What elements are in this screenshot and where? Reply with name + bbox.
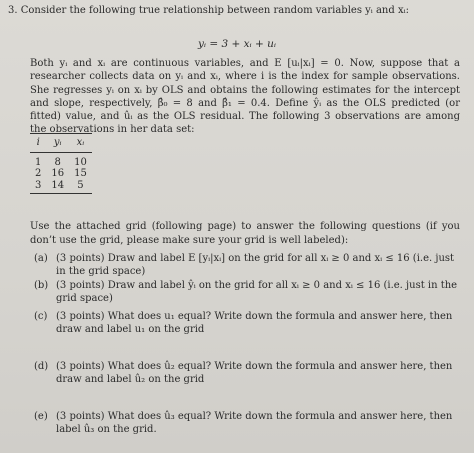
table-row (30, 152, 92, 168)
col-header-i: i (30, 134, 46, 153)
true-model-equation: yᵢ = 3 + xᵢ + uᵢ (197, 38, 277, 50)
part-label: (a) (34, 253, 48, 264)
observations-table (30, 133, 92, 194)
part-text: (3 points) Draw and label E [yᵢ|xᵢ] on the grid for all xᵢ ≥ 0 and xᵢ ≤ 16 (i.e. just in the grid space) (56, 253, 455, 278)
table-cell: 15 (74, 168, 87, 180)
part-e (34, 410, 464, 437)
part-a (34, 252, 464, 279)
table-cell: 3 (30, 180, 46, 194)
part-text: (3 points) What does u₁ equal? Write down the formula and answer here, then draw and label u₁ on the grid (56, 311, 453, 336)
part-d (34, 360, 464, 387)
table-cell: 16 (51, 168, 65, 180)
part-label: (d) (34, 361, 49, 372)
grid-instructions: Use the attached grid (following page) to answer the following questions (if you don’t use the grid, please make sure your grid is well labeled): (30, 221, 460, 246)
table-cell: 1 (35, 156, 42, 168)
question-header: 3. Consider the following true relationship between random variables yᵢ and xᵢ: (8, 5, 409, 16)
part-text: (3 points) What does û₃ equal? Write down the formula and answer here, then label û₃ on the grid. (56, 411, 453, 436)
table-row (30, 180, 92, 194)
setup-paragraph: Both yᵢ and xᵢ are continuous variables, and E [uᵢ|xᵢ] = 0. Now, suppose that a researcher collects data on yᵢ and xᵢ, where i is the index for sample observations. She regresses yᵢ on xᵢ by OLS and obtains the following estimates for the intercept and slope, respectively, β̂₀ = 8 and β̂₁ = 0.4. Define ŷᵢ as the OLS predicted (or fitted) value, and ûᵢ as the OLS residual. The following 3 observations are among the observations in her data set: (30, 58, 460, 136)
table-cell: 5 (69, 180, 92, 194)
table-row (30, 168, 92, 180)
col-header-y: yᵢ (46, 134, 69, 153)
col-header-x: xᵢ (69, 134, 92, 153)
part-text: (3 points) What does û₂ equal? Write down the formula and answer here, then draw and label û₂ on the grid (56, 361, 453, 386)
part-label: (e) (34, 411, 48, 422)
part-label: (c) (34, 311, 48, 322)
table-cell: 10 (74, 156, 87, 168)
table-cell: 8 (54, 156, 61, 168)
table-cell: 2 (35, 168, 42, 180)
table-cell: 14 (46, 180, 69, 194)
part-text: (3 points) Draw and label ŷᵢ on the grid for all xᵢ ≥ 0 and xᵢ ≤ 16 (i.e. just in the grid space) (56, 280, 458, 305)
part-c (34, 310, 464, 337)
part-label: (b) (34, 280, 49, 291)
part-b (34, 279, 464, 306)
